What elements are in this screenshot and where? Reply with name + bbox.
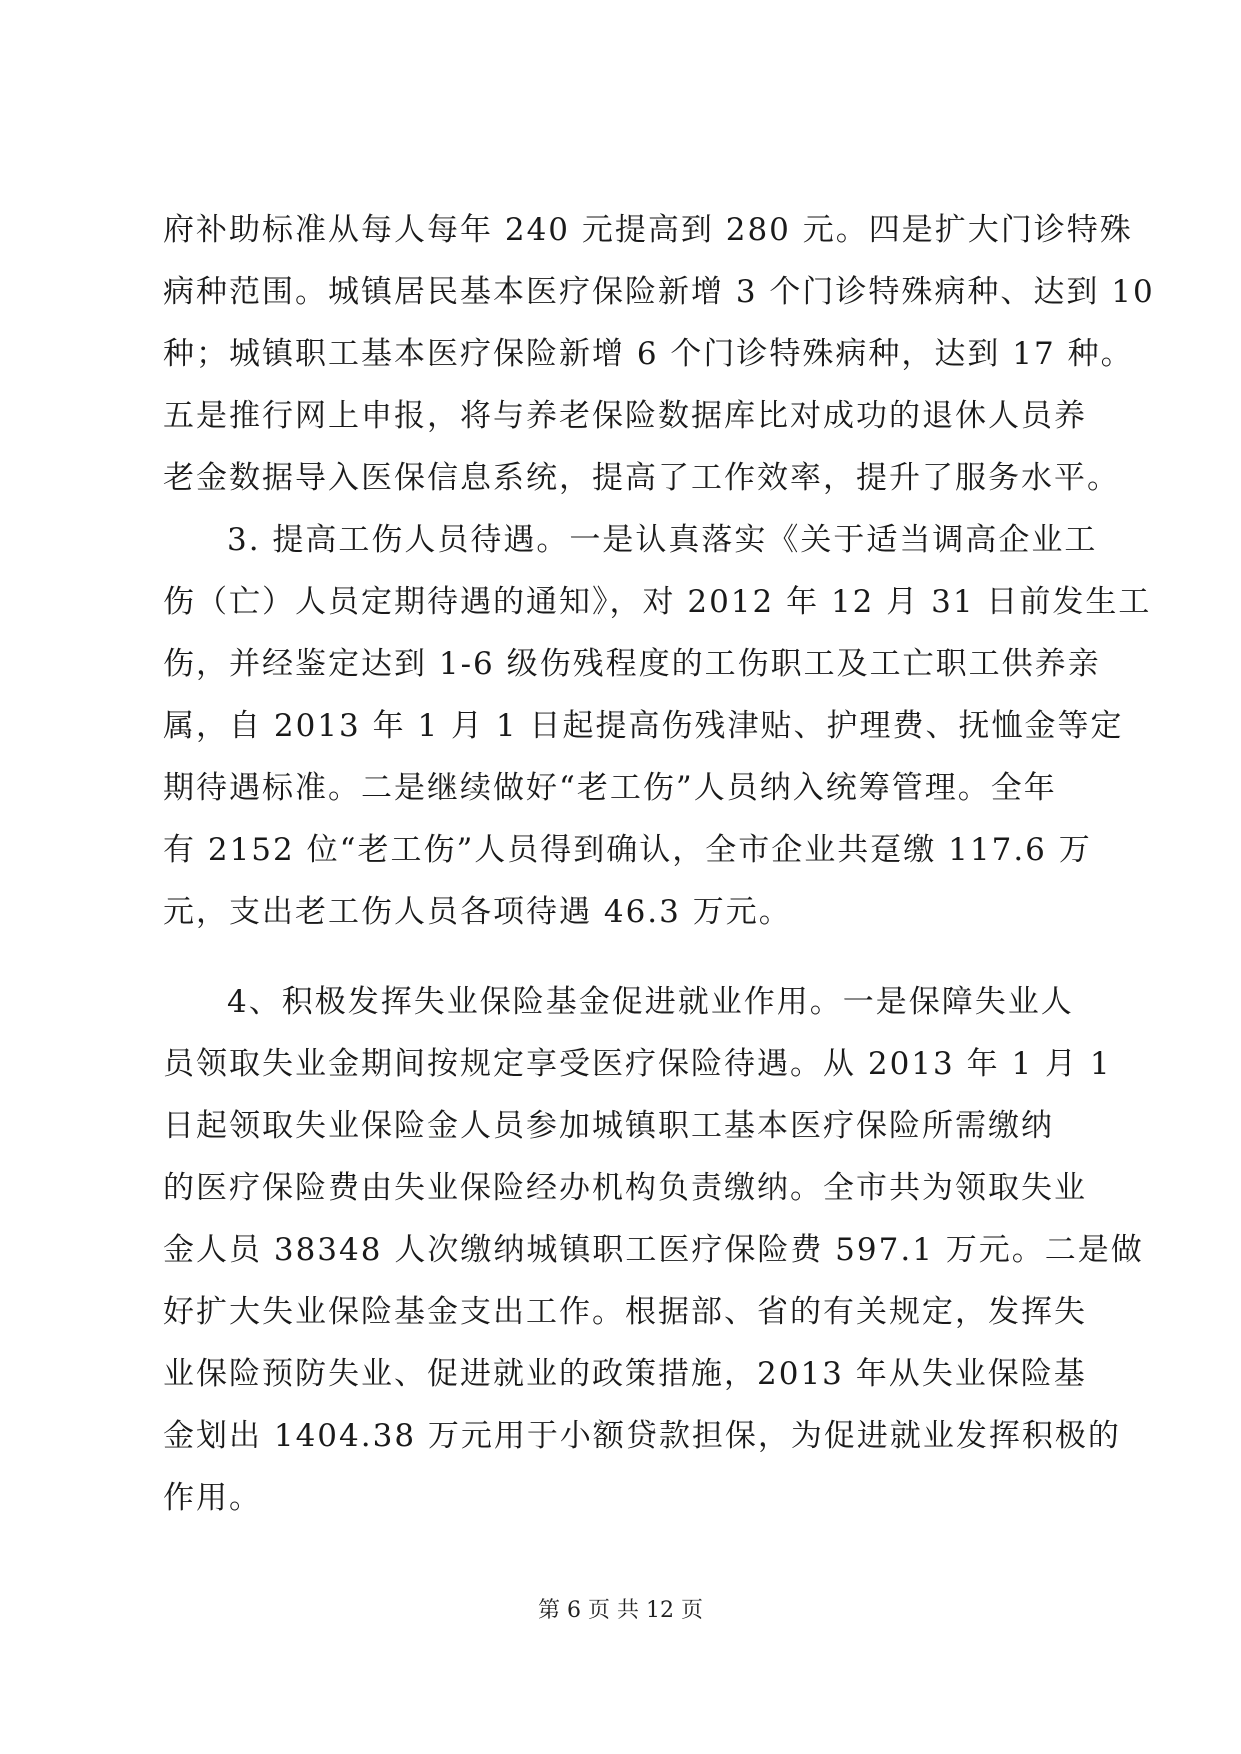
text-line: 好扩大失业保险基金支出工作。根据部、省的有关规定，发挥失 xyxy=(163,1294,1087,1330)
text-line: 期待遇标准。二是继续做好“老工伤”人员纳入统筹管理。全年 xyxy=(163,770,1057,806)
text-line: 有 2152 位“老工伤”人员得到确认，全市企业共趸缴 117.6 万 xyxy=(163,832,1092,868)
text-line: 的医疗保险费由失业保险经办机构负责缴纳。全市共为领取失业 xyxy=(163,1170,1087,1206)
text-line: 病种范围。城镇居民基本医疗保险新增 3 个门诊特殊病种、达到 10 xyxy=(163,274,1155,310)
text-line: 金划出 1404.38 万元用于小额贷款担保，为促进就业发挥积极的 xyxy=(163,1418,1121,1454)
text-line: 日起领取失业保险金人员参加城镇职工基本医疗保险所需缴纳 xyxy=(163,1108,1054,1144)
text-line: 员领取失业金期间按规定享受医疗保险待遇。从 2013 年 1 月 1 xyxy=(163,1046,1112,1082)
text-line: 伤，并经鉴定达到 1-6 级伤残程度的工伤职工及工亡职工供养亲 xyxy=(163,646,1101,682)
page-number-footer: 第 6 页 共 12 页 xyxy=(538,1598,703,1623)
text-line: 种；城镇职工基本医疗保险新增 6 个门诊特殊病种，达到 17 种。 xyxy=(163,336,1134,372)
text-line: 五是推行网上申报，将与养老保险数据库比对成功的退休人员养 xyxy=(163,398,1087,434)
section-4-heading-line: 4、积极发挥失业保险基金促进就业作用。一是保障失业人 xyxy=(227,984,1074,1020)
section-3-heading-line: 3. 提高工伤人员待遇。一是认真落实《关于适当调高企业工 xyxy=(227,522,1098,558)
text-line: 作用。 xyxy=(163,1480,262,1516)
text-line: 属，自 2013 年 1 月 1 日起提高伤残津贴、护理费、抚恤金等定 xyxy=(163,708,1124,744)
text-line: 伤（亡）人员定期待遇的通知》，对 2012 年 12 月 31 日前发生工 xyxy=(163,584,1152,620)
text-line: 元，支出老工伤人员各项待遇 46.3 万元。 xyxy=(163,894,792,930)
text-line: 府补助标准从每人每年 240 元提高到 280 元。四是扩大门诊特殊 xyxy=(163,212,1133,248)
text-line: 金人员 38348 人次缴纳城镇职工医疗保险费 597.1 万元。二是做 xyxy=(163,1232,1144,1268)
text-line: 老金数据导入医保信息系统，提高了工作效率，提升了服务水平。 xyxy=(163,460,1120,496)
text-line: 业保险预防失业、促进就业的政策措施，2013 年从失业保险基 xyxy=(163,1356,1087,1392)
